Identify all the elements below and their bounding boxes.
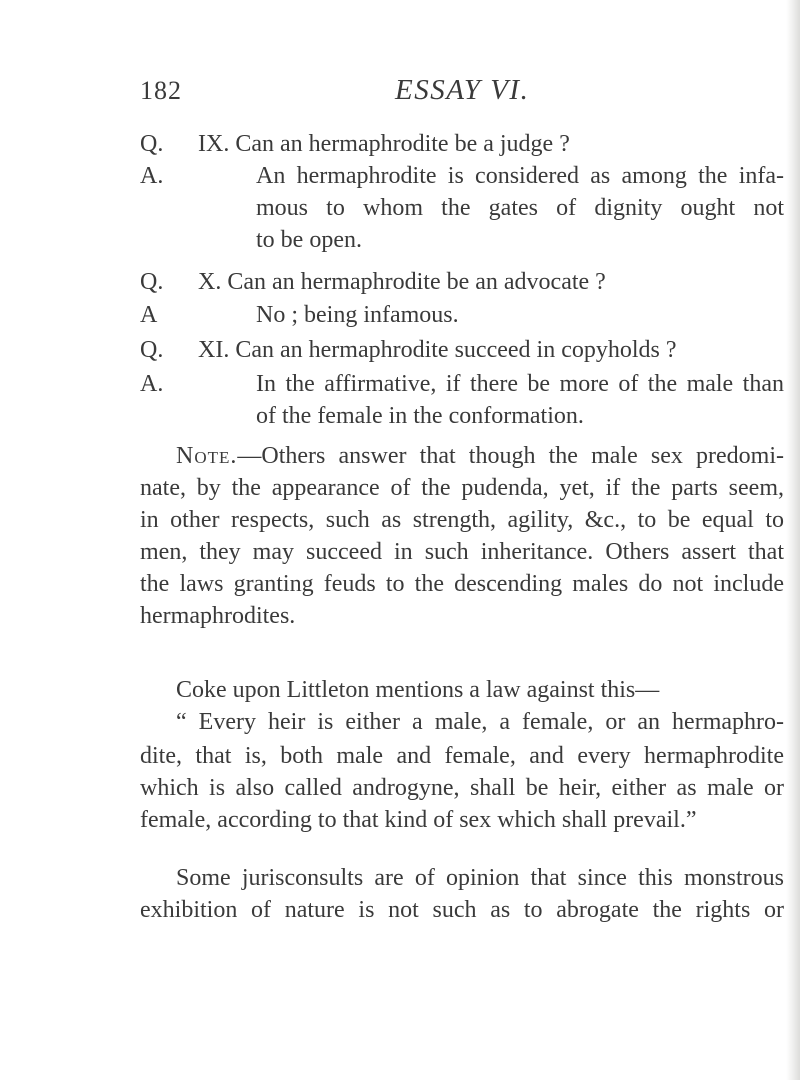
answer-text xyxy=(256,160,784,256)
closing-line: Some jurisconsults are of opinion that since this monstrous xyxy=(176,865,784,891)
note-line: hermaphrodites. xyxy=(140,603,296,629)
answer-label: A. xyxy=(140,371,164,397)
answer-line: mous to whom the gates of dignity ought not xyxy=(256,195,784,221)
coke-line: female, according to that kind of sex which shall prevail.” xyxy=(140,807,697,833)
question-label: Q. xyxy=(140,269,164,295)
note-line: in other respects, such as strength, agility, &c., to be equal to xyxy=(140,507,784,533)
answer-label: A. xyxy=(140,163,164,189)
question-text: X. Can an hermaphrodite be an advocate ? xyxy=(198,269,606,295)
answer-label: A xyxy=(140,302,158,328)
page-number: 182 xyxy=(140,76,182,105)
answer-line: of the female in the conformation. xyxy=(256,403,584,429)
coke-line: which is also called androgyne, shall be heir, either as male or xyxy=(140,775,784,801)
answer-text xyxy=(256,368,784,432)
question-text: IX. Can an hermaphrodite be a judge ? xyxy=(198,131,570,157)
question-label: Q. xyxy=(140,131,164,157)
running-head: ESSAY VI. xyxy=(395,74,530,106)
answer-line: In the affirmative, if there be more of the male than xyxy=(256,371,784,397)
answer-line: An hermaphrodite is considered as among the infa- xyxy=(256,163,784,189)
note-line xyxy=(140,440,784,472)
coke-line: “ Every heir is either a male, a female, or an hermaphro- xyxy=(176,709,784,735)
page-edge-shadow xyxy=(786,0,800,1080)
question-label: Q. xyxy=(140,337,164,363)
note-line: nate, by the appearance of the pudenda, yet, if the parts seem, xyxy=(140,475,784,501)
note-paragraph xyxy=(140,440,784,632)
coke-paragraph xyxy=(140,674,784,836)
answer-line: to be open. xyxy=(256,227,362,253)
note-line-text: —Others answer that though the male sex predomi- xyxy=(237,443,784,469)
closing-line: exhibition of nature is not such as to abrogate the rights or xyxy=(140,897,784,923)
note-line: the laws granting feuds to the descending males do not include xyxy=(140,571,784,597)
question-text: XI. Can an hermaphrodite succeed in copyholds ? xyxy=(198,337,677,363)
closing-paragraph xyxy=(140,862,784,926)
answer-text xyxy=(256,299,784,331)
coke-line: Coke upon Littleton mentions a law against this— xyxy=(176,677,660,703)
note-label: Note. xyxy=(176,443,238,469)
answer-line: No ; being infamous. xyxy=(256,302,459,328)
coke-line: dite, that is, both male and female, and every hermaphrodite xyxy=(140,743,784,769)
note-line: men, they may succeed in such inheritance. Others assert that xyxy=(140,539,784,565)
